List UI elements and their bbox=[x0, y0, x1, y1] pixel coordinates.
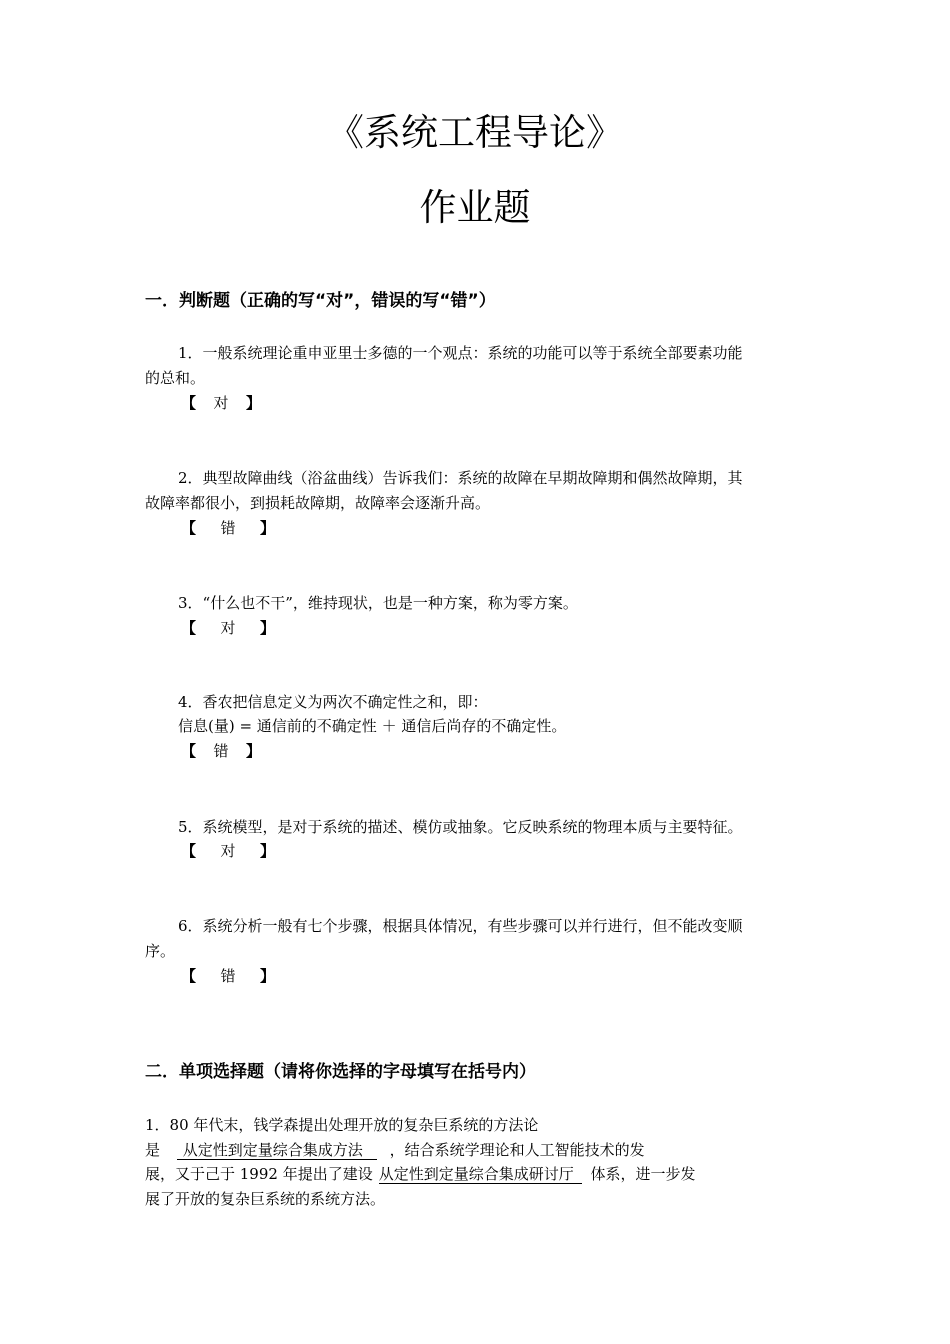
bracket-left: 【 bbox=[181, 619, 197, 637]
bracket-right: 】 bbox=[260, 519, 276, 537]
bracket-right: 】 bbox=[260, 842, 276, 860]
answer-blank-hall: 从定性到定量综合集成研讨厅 bbox=[379, 1165, 582, 1184]
question-6-line-1: 6．系统分析一般有七个步骤，根据具体情况，有些步骤可以并行进行，但不能改变顺 bbox=[178, 917, 743, 935]
answer-1-value: 对 bbox=[213, 394, 229, 412]
choice-1-line-4: 展了开放的复杂巨系统的系统方法。 bbox=[145, 1190, 386, 1208]
document-subtitle: 作业题 bbox=[419, 186, 531, 229]
answer-6 bbox=[181, 966, 275, 986]
choice-1-line-2 bbox=[145, 1140, 645, 1160]
section-heading-true-false: 一．判断题（正确的写“对”，错误的写“错”） bbox=[145, 291, 496, 311]
answer-5 bbox=[181, 841, 275, 861]
bracket-left: 【 bbox=[181, 967, 197, 985]
choice-1-line-1: 1．80 年代末，钱学森提出处理开放的复杂巨系统的方法论 bbox=[145, 1116, 539, 1134]
bracket-right: 】 bbox=[260, 619, 276, 637]
answer-6-value: 错 bbox=[220, 967, 236, 985]
question-1-line-2: 的总和。 bbox=[145, 369, 206, 387]
bracket-left: 【 bbox=[181, 519, 197, 537]
choice-1-line-3-start: 展，又于己于 1992 年提出了建设 bbox=[145, 1165, 373, 1183]
choice-1-line-2-end: ，结合系统学理论和人工智能技术的发 bbox=[389, 1141, 645, 1159]
question-3-line-1: 3．“什么也不干”，维持现状，也是一种方案，称为零方案。 bbox=[178, 594, 578, 612]
bracket-right: 】 bbox=[246, 394, 262, 412]
question-2-line-2: 故障率都很小，到损耗故障期，故障率会逐渐升高。 bbox=[145, 494, 491, 512]
question-4-line-2: 信息(量) = 通信前的不确定性 ＋ 通信后尚存的不确定性。 bbox=[178, 717, 567, 735]
bracket-right: 】 bbox=[260, 967, 276, 985]
bracket-right: 】 bbox=[246, 742, 262, 760]
answer-4-value: 错 bbox=[213, 742, 229, 760]
question-4-line-1: 4．香农把信息定义为两次不确定性之和，即： bbox=[178, 693, 488, 711]
bracket-left: 【 bbox=[181, 394, 197, 412]
choice-1-line-2-start: 是 bbox=[145, 1141, 161, 1159]
answer-3-value: 对 bbox=[220, 619, 236, 637]
answer-2-value: 错 bbox=[220, 519, 236, 537]
section-heading-single-choice: 二．单项选择题（请将你选择的字母填写在括号内） bbox=[145, 1062, 536, 1082]
bracket-left: 【 bbox=[181, 842, 197, 860]
answer-3 bbox=[181, 618, 275, 638]
document-title: 《系统工程导论》 bbox=[327, 111, 623, 154]
answer-1 bbox=[181, 393, 261, 413]
choice-1-line-3-end: 体系，进一步发 bbox=[590, 1165, 696, 1183]
question-5-line-1: 5．系统模型，是对于系统的描述、模仿或抽象。它反映系统的物理本质与主要特征。 bbox=[178, 818, 743, 836]
answer-blank-method: 从定性到定量综合集成方法 bbox=[177, 1141, 377, 1160]
question-6-line-2: 序。 bbox=[145, 942, 176, 960]
answer-2 bbox=[181, 518, 275, 538]
question-1-line-1: 1．一般系统理论重申亚里士多德的一个观点：系统的功能可以等于系统全部要素功能 bbox=[178, 344, 743, 362]
question-2-line-1: 2．典型故障曲线（浴盆曲线）告诉我们：系统的故障在早期故障期和偶然故障期，其 bbox=[178, 469, 743, 487]
answer-4 bbox=[181, 741, 261, 761]
answer-5-value: 对 bbox=[220, 842, 236, 860]
bracket-left: 【 bbox=[181, 742, 197, 760]
choice-1-line-3 bbox=[145, 1164, 696, 1184]
